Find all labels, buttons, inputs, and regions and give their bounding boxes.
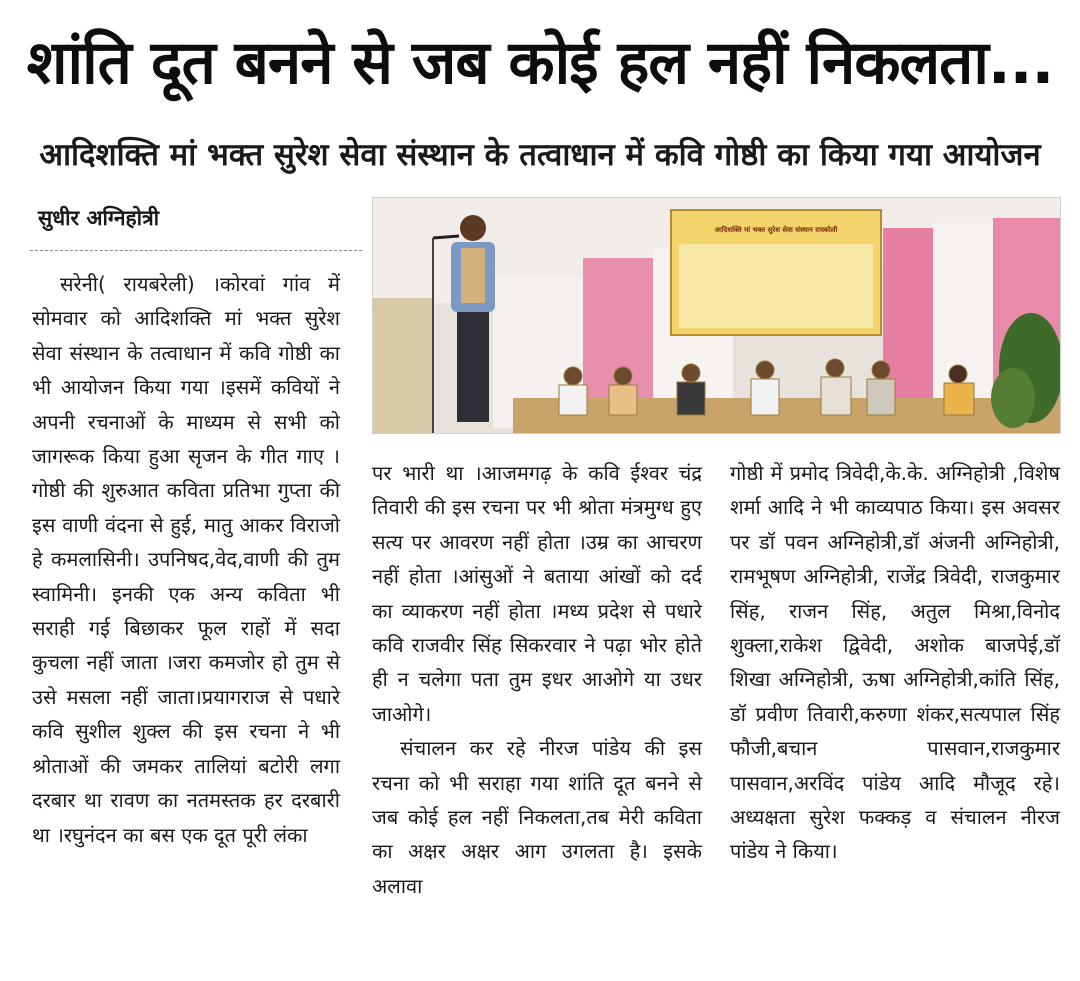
article-paragraph: पर भारी था ।आजमगढ़ के कवि ईश्वर चंद्र तिवारी की इस रचना पर भी श्रोता मंत्रमुग्ध हुए सत्य पर आवरण नहीं होता ।उम्र का आचरण नहीं होता ।आंसुओं ने बताया आंखों को दर्द का व्याकरण नहीं होता ।मध्य प्रदेश से पधारे कवि राजवीर सिंह सिकरवार ने पढ़ा भोर होते ही न चलेगा पता तुम इधर आओगे या उधर जाओगे। [372,461,702,726]
article-paragraph: सरेनी( रायबरेली) ।कोरवां गांव में सोमवार को आदिशक्ति मां भक्त सुरेश सेवा संस्थान के तत्वाधान में कवि गोष्ठी का भी आयोजन किया गया ।इसमें कवियों ने अपनी रचनाओं के माध्यम से सभी को जागरूक किया हुआ सृजन के गीत गाए ।गोष्ठी की शुरुआत कविता प्रतिभा गुप्ता की इस वाणी वंदना से हुई, मातु आकर विराजो हे कमलासिनी। उपनिषद,वेद,वाणी की तुम स्वामिनी। इनकी एक अन्य कविता भी सराही गई बिछाकर फूल राहों में सदा कुचला नहीं जाता ।जरा कमजोर हो तुम से उसे मसला नहीं जाता।प्रयागराज से पधारे कवि सुशील शुक्ल की इस रचना ने भी श्रोताओं की जमकर तालियां बटोरी लगा दरबार था रावण का नतमस्तक हर दरबारी था ।रघुनंदन का बस एक दूत पूरी लंका [32,272,340,847]
article-column-2 [372,456,702,903]
photo-banner-text: आदिशक्ति मां भक्त सुरेश सेवा संस्थान रायबरेली [714,226,838,234]
byline: सुधीर अग्निहोत्री [38,206,160,230]
event-photo [372,197,1061,434]
byline-divider [30,250,362,251]
subheadline: आदिशक्ति मां भक्त सुरेश सेवा संस्थान के तत्वाधान में कवि गोष्ठी का किया गया आयोजन [39,137,1041,173]
article-paragraph: गोष्ठी में प्रमोद त्रिवेदी,के.के. अग्निहोत्री ,विशेष शर्मा आदि ने भी काव्यपाठ किया। इस अवसर पर डॉ पवन अग्निहोत्री,डॉ अंजनी अग्निहोत्री, रामभूषण अग्निहोत्री, राजेंद्र त्रिवेदी, राजकुमार सिंह, राजन सिंह, अतुल मिश्रा,विनोद शुक्ला,राकेश द्विवेदी, अशोक बाजपेई,डॉ शिखा अग्निहोत्री, ऊषा अग्निहोत्री,कांति सिंह, डॉ प्रवीण तिवारी,करुणा शंकर,सत्यपाल सिंह फौजी,बचान पासवान,राजकुमार पासवान,अरविंद पांडेय आदि मौजूद रहे।अध्यक्षता सुरेश फक्कड़ व संचालन नीरज पांडेय ने किया। [730,461,1060,864]
headline: शांति दूत बनने से जब कोई हल नहीं निकलता... [26,28,1054,98]
article-column-1 [32,267,340,852]
article-column-3 [730,456,1060,869]
article-paragraph: संचालन कर रहे नीरज पांडेय की इस रचना को भी सराहा गया शांति दूत बनने से जब कोई हल नहीं निकलता,तब मेरी कविता का अक्षर अक्षर आग उगलता है। इसके अलावा [372,736,702,898]
